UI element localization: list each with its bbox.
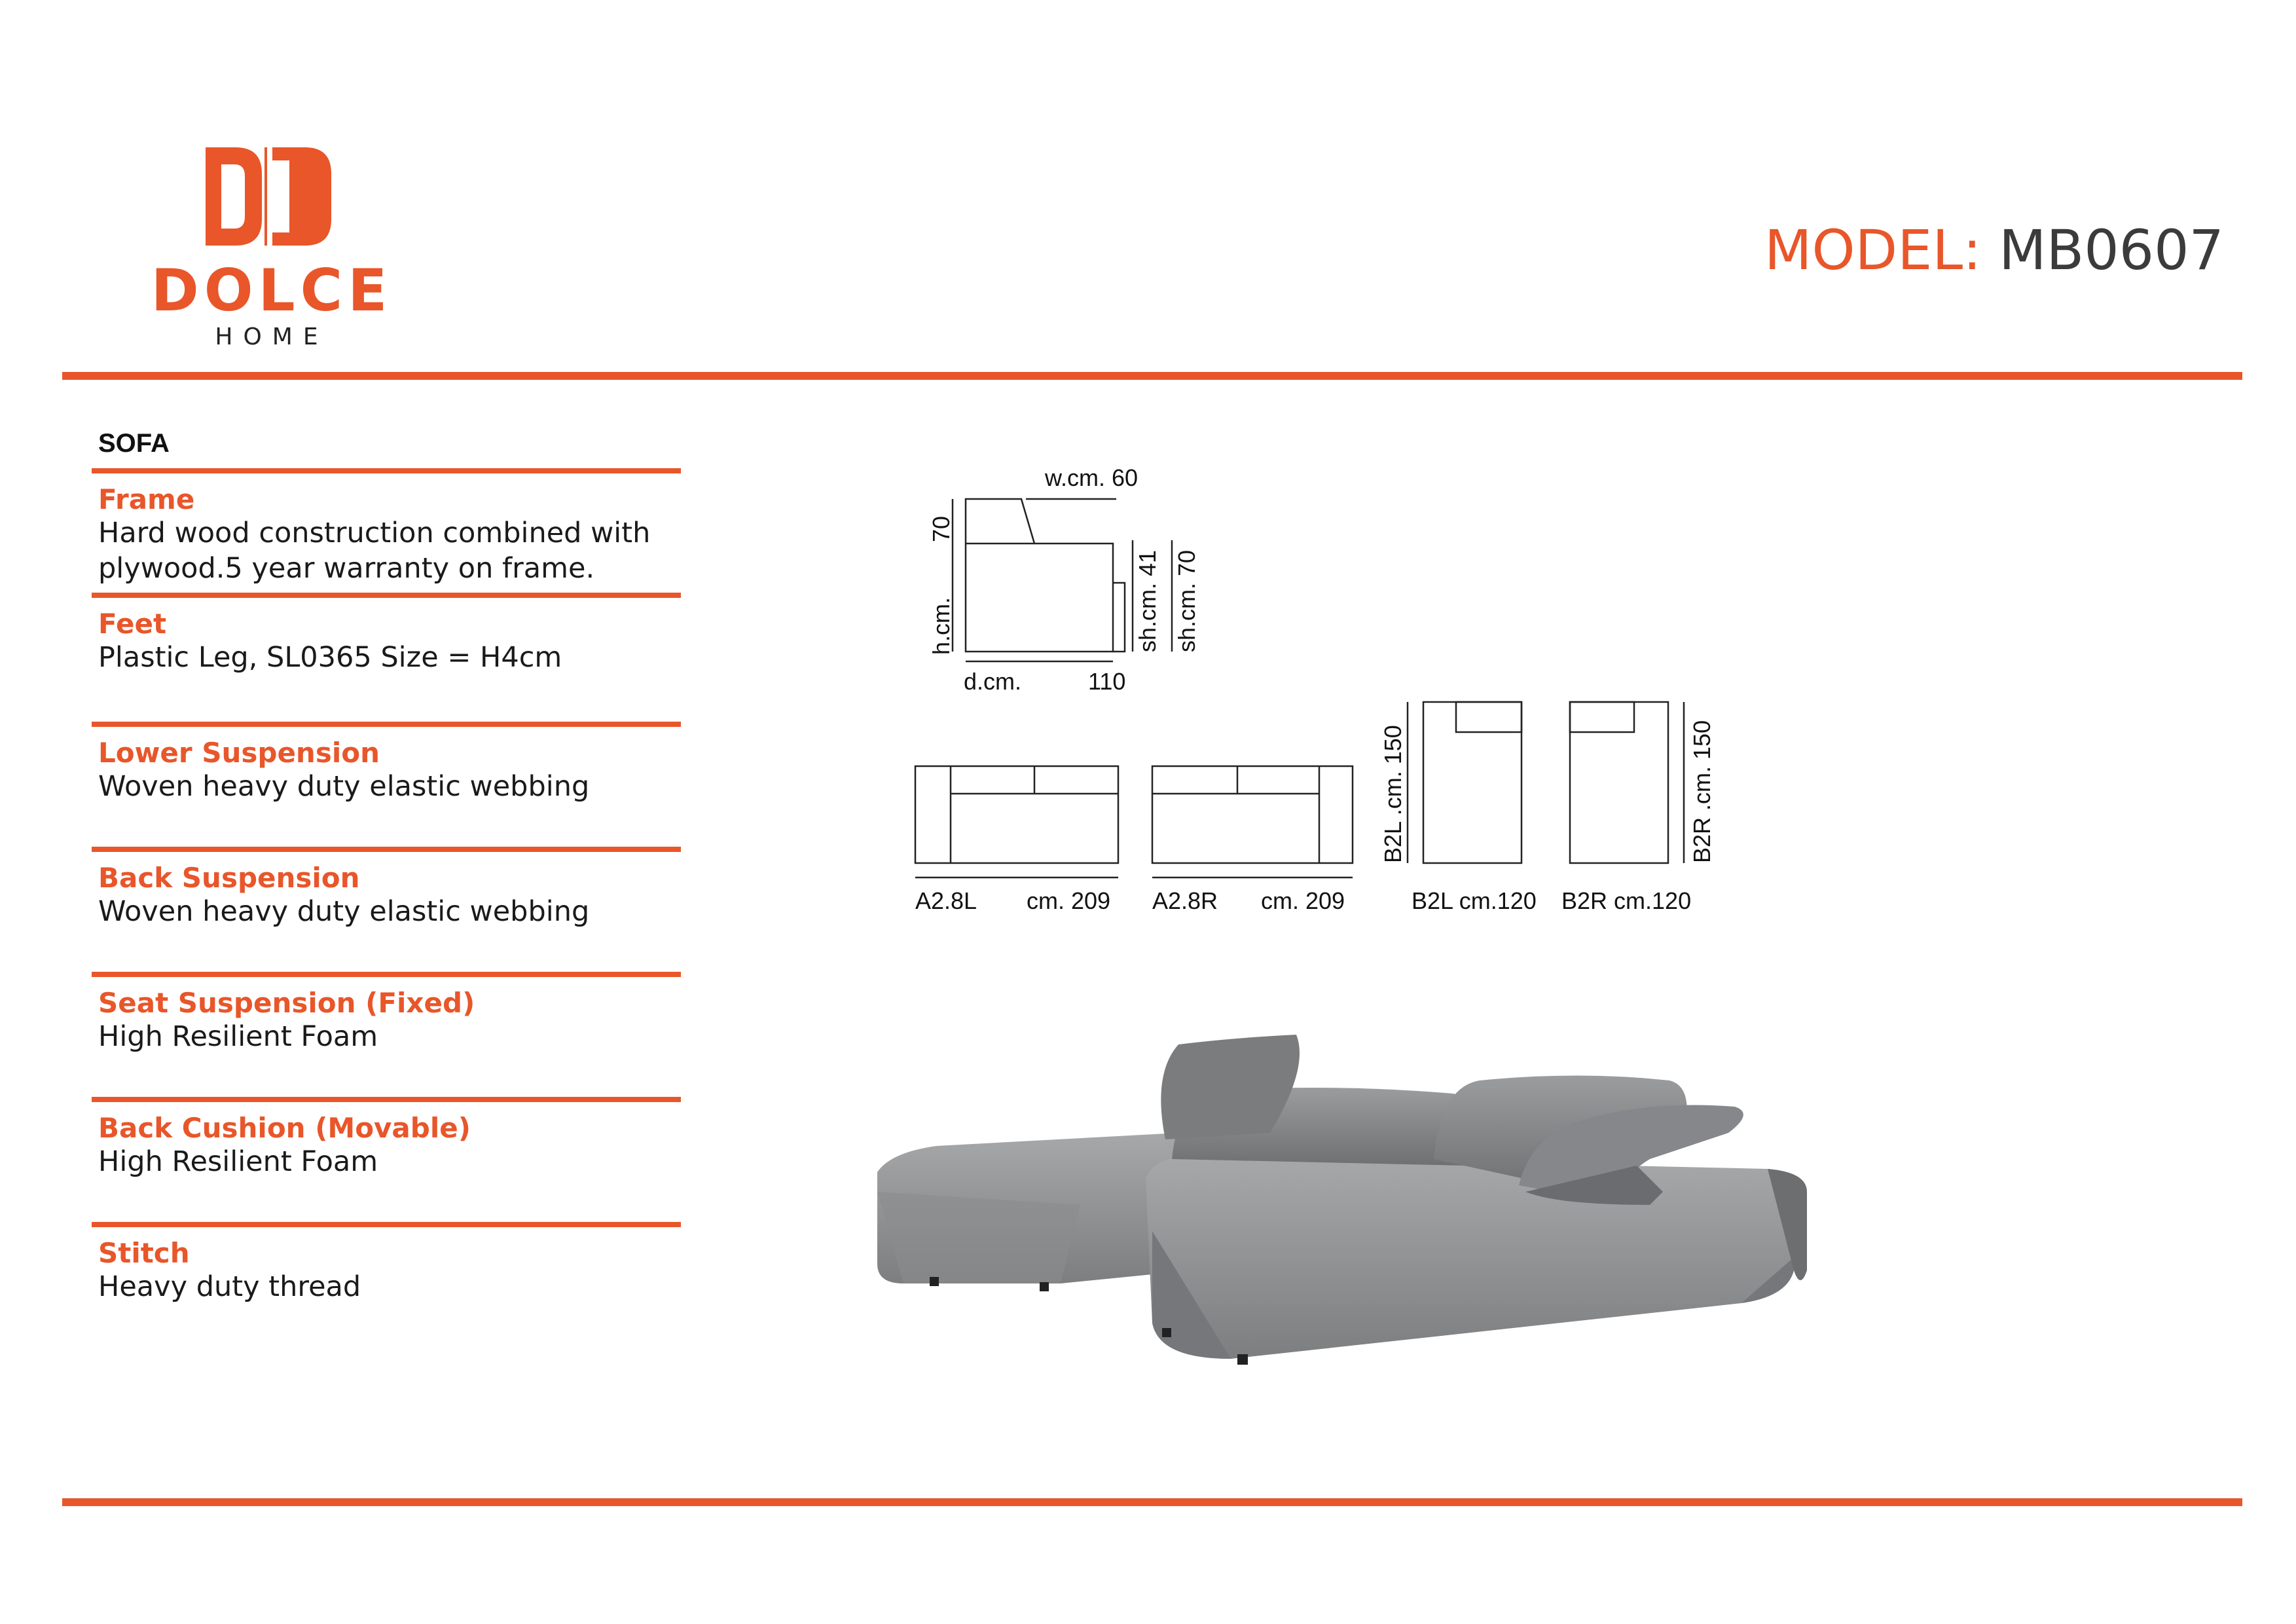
height-label: h.cm. [928, 597, 955, 655]
spec-title: Back Cushion (Movable) [98, 1112, 471, 1144]
footer-divider [62, 1498, 2242, 1506]
module-size: cm. 209 [1027, 887, 1111, 914]
module-code: B2L cm.120 [1412, 887, 1537, 914]
spec-text: Woven heavy duty elastic webbing [98, 895, 590, 928]
module-b2r-drawing [1570, 702, 1684, 863]
module-side-label: B2L .cm. 150 [1379, 725, 1406, 863]
module-code: A2.8L [915, 887, 977, 914]
spec-text: High Resilient Foam [98, 1020, 378, 1053]
spec-title: Seat Suspension (Fixed) [98, 987, 475, 1019]
spec-title: Back Suspension [98, 862, 360, 894]
model-title [1764, 218, 2224, 282]
height-value: 70 [928, 515, 955, 542]
module-size: cm. 209 [1261, 887, 1345, 914]
spec-divider [92, 468, 681, 473]
module-b2l-drawing [1408, 702, 1522, 863]
dimension-drawing [890, 452, 1794, 930]
spec-title: Stitch [98, 1237, 190, 1269]
seat-height-label: sh.cm. 41 [1134, 549, 1161, 652]
sofa-photo [864, 995, 1846, 1382]
spec-text: Plastic Leg, SL0365 Size = H4cm [98, 641, 562, 674]
spec-heading: SOFA [98, 429, 170, 458]
module-a2-8l-drawing [915, 766, 1118, 877]
spec-divider [92, 1222, 681, 1227]
depth-value: 110 [1088, 668, 1126, 695]
spec-divider [92, 1097, 681, 1102]
spec-divider [92, 593, 681, 598]
depth-label: d.cm. [964, 668, 1022, 695]
spec-divider [92, 722, 681, 727]
header-divider [62, 372, 2242, 380]
module-a2-8r-drawing [1152, 766, 1353, 877]
model-label: MODEL: [1764, 218, 1982, 282]
brand-tagline: HOME [215, 323, 329, 350]
seat-height-label-2: sh.cm. 70 [1173, 549, 1200, 652]
module-code: B2R cm.120 [1561, 887, 1692, 914]
spec-title: Frame [98, 483, 195, 515]
module-code: A2.8R [1152, 887, 1218, 914]
module-side-label: B2R .cm. 150 [1688, 720, 1715, 863]
spec-text: Hard wood construction combined with plywood.5 year warranty on frame. [98, 517, 651, 585]
model-value: MB0607 [1999, 218, 2224, 282]
spec-text: Heavy duty thread [98, 1270, 361, 1303]
spec-text: Woven heavy duty elastic webbing [98, 770, 590, 803]
spec-text: High Resilient Foam [98, 1145, 378, 1178]
spec-divider [92, 972, 681, 977]
brand-name: DOLCE [151, 257, 393, 324]
spec-title: Lower Suspension [98, 737, 380, 769]
width-label: w.cm. 60 [1045, 464, 1139, 491]
spec-divider [92, 847, 681, 852]
spec-title: Feet [98, 608, 167, 640]
logo-mark-icon [196, 147, 340, 246]
